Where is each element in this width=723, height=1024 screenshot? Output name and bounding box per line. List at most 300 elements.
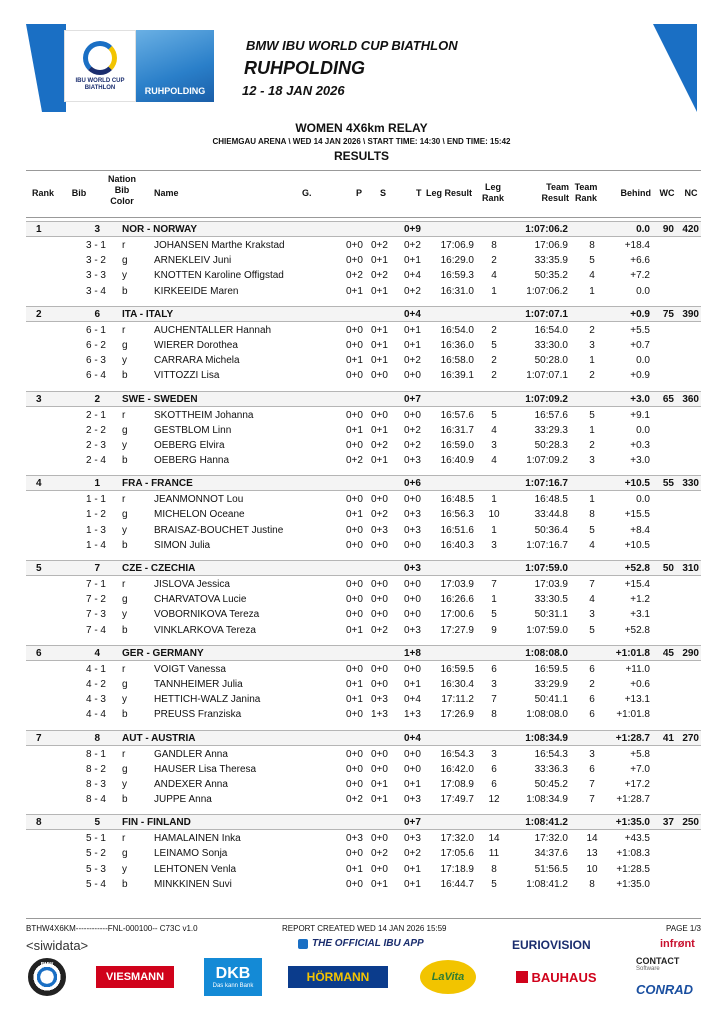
athlete-row: [26, 662, 701, 677]
athlete-leg-result: 16:40.9: [440, 455, 474, 467]
team-result: 1:07:07.1: [525, 308, 568, 320]
athlete-bib-color: r: [122, 324, 126, 336]
athlete-behind: +7.0: [630, 763, 650, 775]
athlete-name: SIMON Julia: [154, 539, 211, 551]
athlete-bib: 2 - 2: [85, 424, 106, 436]
athlete-row: [26, 747, 701, 762]
athlete-name: VOIGT Vanessa: [154, 663, 226, 675]
athlete-leg-result: 17:00.6: [440, 609, 474, 621]
team-nation: GER - GERMANY: [122, 647, 204, 659]
athlete-team-rank: 10: [586, 863, 598, 875]
athlete-prone: 0+2: [346, 794, 363, 806]
athlete-leg-rank: 1: [491, 594, 497, 606]
team-nation: FIN - FINLAND: [122, 817, 191, 829]
team-total-penalties: 0+4: [404, 732, 421, 744]
athlete-team-rank: 7: [589, 794, 595, 806]
athlete-team-rank: 6: [589, 694, 595, 706]
athlete-standing: 0+1: [371, 339, 388, 351]
team-rank: 8: [36, 817, 42, 829]
athlete-prone: 0+0: [346, 709, 363, 721]
athlete-name: VOBORNIKOVA Tereza: [154, 609, 260, 621]
athlete-team-result: 1:07:06.2: [526, 285, 568, 297]
athlete-leg-rank: 10: [488, 509, 500, 521]
athlete-total: 0+0: [404, 748, 421, 760]
event-details: CHIEMGAU ARENA \ WED 14 JAN 2026 \ START TIME: 14:30 \ END TIME: 15:42: [212, 137, 511, 146]
team-wc-points: 37: [662, 817, 674, 829]
bauhaus-logo: [506, 966, 606, 988]
athlete-bib-color: r: [122, 579, 126, 590]
col-t: T: [416, 188, 422, 198]
athlete-bib-color: g: [122, 678, 128, 690]
infront-logo: infrønt: [660, 938, 695, 950]
athlete-prone: 0+0: [346, 255, 363, 267]
athlete-bib: 3 - 3: [85, 270, 106, 282]
athlete-name: CHARVATOVA Lucie: [154, 594, 247, 606]
ibu-app-icon: [298, 939, 308, 949]
athlete-team-rank: 8: [589, 509, 595, 521]
athlete-behind: +5.8: [630, 748, 650, 760]
athlete-behind: +11.0: [625, 663, 650, 675]
athlete-team-rank: 3: [589, 339, 595, 351]
athlete-leg-result: 17:11.2: [441, 694, 474, 706]
team-wc-points: 41: [662, 732, 674, 744]
athlete-bib-color: r: [122, 494, 126, 506]
athlete-prone: 0+0: [346, 748, 363, 760]
athlete-row: [26, 284, 701, 299]
dkb-tagline: Das kann Bank: [212, 983, 254, 989]
athlete-name: JEANMONNOT Lou: [154, 494, 244, 506]
athlete-name: LEHTONEN Venla: [154, 863, 237, 875]
athlete-leg-result: 16:59.5: [440, 663, 474, 675]
athlete-bib-color: r: [122, 833, 126, 845]
team-wc-points: 75: [662, 308, 674, 320]
team-behind: 0.0: [636, 224, 650, 235]
athlete-leg-rank: 14: [488, 833, 500, 845]
team-row: [26, 645, 701, 661]
athlete-team-result: 33:29.9: [534, 678, 568, 690]
athlete-leg-rank: 3: [491, 439, 497, 451]
col-team-result: Team Result: [541, 182, 569, 203]
athlete-row: [26, 877, 701, 892]
athlete-team-rank: 5: [589, 255, 595, 267]
athlete-name: JUPPE Anna: [154, 794, 212, 806]
athlete-team-rank: 14: [586, 833, 598, 845]
athlete-bib: 2 - 1: [85, 409, 106, 421]
ibu-ring-icon: [83, 41, 117, 75]
athlete-behind: +15.4: [624, 579, 650, 590]
athlete-standing: 0+2: [371, 240, 388, 251]
athlete-leg-result: 16:56.3: [440, 509, 474, 521]
athlete-team-result: 1:07:59.0: [526, 624, 568, 636]
athlete-leg-result: 16:59.3: [440, 270, 474, 282]
athlete-bib: 1 - 3: [85, 524, 106, 536]
athlete-leg-rank: 4: [491, 424, 497, 436]
hormann-logo: HÖRMANN: [288, 966, 388, 988]
athlete-total: 0+1: [404, 678, 421, 690]
athlete-team-rank: 2: [589, 678, 595, 690]
athlete-team-result: 33:44.8: [534, 509, 568, 521]
athlete-row: [26, 423, 701, 438]
team-total-penalties: 0+3: [404, 563, 421, 574]
athlete-team-rank: 6: [589, 763, 595, 775]
athlete-row: [26, 507, 701, 522]
athlete-bib: 6 - 3: [85, 355, 106, 367]
athlete-team-result: 50:41.1: [534, 694, 568, 706]
event-dates: 12 - 18 JAN 2026: [242, 83, 345, 98]
athlete-behind: +3.0: [630, 455, 650, 467]
athlete-bib-color: b: [122, 539, 128, 551]
athlete-leg-rank: 2: [491, 355, 497, 367]
athlete-bib-color: y: [122, 439, 127, 451]
athlete-team-result: 1:08:41.2: [526, 878, 568, 890]
athlete-row: [26, 523, 701, 538]
ibu-logo-text: IBU WORLD CUP BIATHLON: [75, 77, 125, 91]
athlete-total: 0+3: [404, 509, 421, 521]
athlete-bib-color: b: [122, 370, 128, 382]
col-nc: NC: [684, 188, 698, 198]
athlete-bib-color: y: [122, 863, 127, 875]
athlete-team-result: 16:48.5: [534, 494, 568, 506]
athlete-team-result: 50:28.3: [534, 439, 568, 451]
athlete-leg-result: 16:40.3: [440, 539, 474, 551]
col-wc: WC: [659, 188, 675, 198]
athlete-bib: 5 - 1: [85, 833, 106, 845]
athlete-behind: +6.6: [630, 255, 650, 267]
athlete-team-result: 17:32.0: [534, 833, 568, 845]
athlete-behind: +0.7: [630, 339, 650, 351]
athlete-standing: 0+0: [371, 494, 388, 506]
athlete-name: SKOTTHEIM Johanna: [154, 409, 254, 421]
athlete-team-result: 33:30.0: [534, 339, 568, 351]
athlete-team-rank: 6: [589, 709, 595, 721]
athlete-team-rank: 8: [589, 878, 595, 890]
team-wc-points: 65: [662, 393, 674, 405]
col-team-rank: Team Rank: [574, 182, 598, 203]
athlete-row: [26, 777, 701, 792]
athlete-total: 0+1: [404, 863, 421, 875]
athlete-bib-color: b: [122, 285, 128, 297]
athlete-team-result: 33:35.9: [534, 255, 568, 267]
bauhaus-text: BAUHAUS: [531, 969, 597, 985]
athlete-total: 1+3: [404, 709, 421, 721]
athlete-row: [26, 453, 701, 468]
athlete-row: [26, 831, 701, 846]
athlete-name: ANDEXER Anna: [154, 778, 228, 790]
athlete-prone: 0+1: [346, 678, 363, 690]
team-total-penalties: 0+7: [404, 393, 421, 405]
athlete-name: WIERER Dorothea: [154, 339, 238, 351]
athlete-name: GANDLER Anna: [154, 748, 228, 760]
athlete-standing: 0+0: [371, 678, 388, 690]
athlete-bib-color: r: [122, 409, 126, 421]
athlete-name: VINKLARKOVA Tereza: [154, 624, 256, 636]
athlete-standing: 0+3: [371, 694, 388, 706]
athlete-behind: 0.0: [636, 285, 650, 297]
team-bib: 1: [94, 478, 100, 490]
athlete-total: 0+3: [404, 524, 421, 536]
team-rank: 3: [36, 393, 42, 405]
athlete-leg-rank: 7: [491, 694, 497, 706]
athlete-name: ARNEKLEIV Juni: [154, 255, 232, 267]
team-row: [26, 306, 701, 322]
athlete-team-rank: 2: [589, 324, 595, 336]
athlete-leg-result: 17:03.9: [440, 579, 474, 590]
athlete-bib: 6 - 4: [85, 370, 106, 382]
athlete-bib: 6 - 2: [85, 339, 106, 351]
athlete-team-result: 1:08:08.0: [526, 709, 568, 721]
col-g: G.: [302, 188, 312, 198]
athlete-bib-color: g: [122, 594, 128, 606]
athlete-leg-rank: 4: [491, 455, 497, 467]
athlete-team-result: 16:54.3: [534, 748, 568, 760]
athlete-bib-color: y: [122, 694, 127, 706]
athlete-team-result: 1:08:34.9: [526, 794, 568, 806]
athlete-team-rank: 3: [589, 748, 595, 760]
team-behind: +1:01.8: [615, 647, 650, 659]
athlete-team-rank: 1: [589, 494, 595, 506]
athlete-bib-color: r: [122, 663, 126, 675]
team-bib: 2: [94, 393, 100, 405]
athlete-team-rank: 4: [589, 539, 595, 551]
athlete-total: 0+0: [404, 409, 421, 421]
col-bib: Bib: [71, 188, 87, 198]
team-bib: 7: [94, 563, 100, 574]
athlete-name: CARRARA Michela: [154, 355, 240, 367]
athlete-leg-rank: 11: [488, 848, 500, 860]
athlete-total: 0+4: [404, 270, 421, 282]
athlete-leg-result: 17:49.7: [440, 794, 474, 806]
athlete-bib-color: r: [122, 240, 126, 251]
ibu-app-text: THE OFFICIAL IBU APP: [312, 938, 424, 949]
athlete-bib-color: y: [122, 778, 127, 790]
athlete-row: [26, 607, 701, 622]
athlete-row: [26, 253, 701, 268]
athlete-leg-result: 17:27.9: [440, 624, 474, 636]
col-leg-result: Leg Result: [425, 188, 472, 198]
athlete-prone: 0+0: [346, 494, 363, 506]
athlete-prone: 0+0: [346, 409, 363, 421]
athlete-team-result: 50:35.2: [534, 270, 568, 282]
team-row: [26, 560, 701, 576]
athlete-bib-color: y: [122, 355, 127, 367]
athlete-behind: +1:01.8: [616, 709, 650, 721]
athlete-row: [26, 268, 701, 283]
athlete-prone: 0+1: [346, 424, 363, 436]
athlete-standing: 0+1: [371, 355, 388, 367]
athlete-leg-result: 16:54.0: [440, 324, 474, 336]
athlete-leg-result: 17:26.9: [440, 709, 474, 721]
bauhaus-icon: [516, 971, 528, 983]
athlete-prone: 0+0: [346, 609, 363, 621]
athlete-team-result: 50:45.2: [534, 778, 568, 790]
athlete-standing: 0+1: [371, 424, 388, 436]
athlete-leg-rank: 6: [491, 763, 497, 775]
header-band-right: [653, 24, 697, 112]
venue-title: RUHPOLDING: [244, 58, 365, 78]
team-behind: +10.5: [624, 478, 650, 490]
athlete-team-result: 1:07:16.7: [526, 539, 568, 551]
athlete-standing: 0+2: [371, 848, 388, 860]
athlete-behind: +0.3: [630, 439, 650, 451]
athlete-name: PREUSS Franziska: [154, 709, 242, 721]
athlete-prone: 0+0: [346, 524, 363, 536]
athlete-prone: 0+0: [346, 339, 363, 351]
athlete-name: HAMALAINEN Inka: [154, 833, 241, 845]
athlete-behind: +7.2: [630, 270, 650, 282]
athlete-standing: 0+0: [371, 663, 388, 675]
athlete-bib: 2 - 4: [85, 455, 106, 467]
col-leg-rank: Leg Rank: [481, 182, 504, 203]
team-rank: 2: [36, 308, 42, 320]
athlete-team-result: 50:28.0: [534, 355, 568, 367]
team-nation: ITA - ITALY: [122, 308, 174, 320]
athlete-bib: 3 - 2: [85, 255, 106, 267]
athlete-bib-color: b: [122, 455, 128, 467]
athlete-bib-color: r: [122, 748, 126, 760]
athlete-team-rank: 7: [589, 778, 595, 790]
athlete-total: 0+1: [404, 339, 421, 351]
team-nc-points: 420: [682, 224, 699, 235]
athlete-row: [26, 623, 701, 638]
athlete-prone: 0+1: [346, 509, 363, 521]
ruhpolding-logo: [136, 30, 214, 102]
athlete-total: 0+2: [404, 285, 421, 297]
athlete-leg-rank: 2: [491, 370, 497, 382]
ibu-app-logo: [298, 938, 424, 949]
athlete-bib: 3 - 4: [85, 285, 106, 297]
athlete-team-result: 50:31.1: [534, 609, 568, 621]
athlete-bib: 4 - 1: [85, 663, 106, 675]
team-nation: NOR - NORWAY: [122, 224, 198, 235]
athlete-behind: +1:28.7: [616, 794, 650, 806]
athlete-team-rank: 5: [589, 624, 595, 636]
athlete-behind: +3.1: [630, 609, 650, 621]
athlete-standing: 0+0: [371, 409, 388, 421]
athlete-team-result: 1:07:07.1: [526, 370, 568, 382]
team-row: [26, 814, 701, 830]
athlete-total: 0+0: [404, 594, 421, 606]
team-row: [26, 391, 701, 407]
col-nation-bib-color: Nation Bib Color: [108, 174, 136, 206]
athlete-behind: +1:28.5: [616, 863, 650, 875]
athlete-standing: 0+0: [371, 594, 388, 606]
team-behind: +3.0: [630, 393, 650, 405]
athlete-row: [26, 438, 701, 453]
athlete-behind: 0.0: [636, 494, 650, 506]
team-nation: AUT - AUSTRIA: [122, 732, 196, 744]
athlete-leg-result: 17:18.9: [440, 863, 474, 875]
athlete-prone: 0+0: [346, 878, 363, 890]
athlete-total: 0+1: [404, 778, 421, 790]
athlete-behind: +0.9: [630, 370, 650, 382]
team-wc-points: 90: [662, 224, 674, 235]
athlete-bib: 8 - 4: [85, 794, 106, 806]
event-name: WOMEN 4X6km RELAY: [295, 121, 428, 135]
athlete-standing: 0+1: [371, 255, 388, 267]
athlete-bib: 8 - 3: [85, 778, 106, 790]
athlete-prone: 0+0: [346, 763, 363, 775]
col-s: S: [380, 188, 387, 198]
athlete-team-rank: 1: [589, 355, 595, 367]
athlete-total: 0+0: [404, 609, 421, 621]
athlete-leg-rank: 8: [491, 709, 497, 721]
athlete-team-rank: 4: [589, 270, 595, 282]
athlete-total: 0+3: [404, 624, 421, 636]
team-list: [26, 221, 701, 892]
athlete-team-rank: 1: [589, 285, 595, 297]
athlete-row: [26, 538, 701, 553]
athlete-row: [26, 353, 701, 368]
athlete-bib: 1 - 2: [85, 509, 106, 521]
athlete-leg-result: 16:54.3: [440, 748, 474, 760]
athlete-prone: 0+0: [346, 324, 363, 336]
team-behind: +0.9: [630, 308, 650, 320]
team-rank: 6: [36, 647, 42, 659]
col-name: Name: [154, 188, 179, 198]
team-rank: 1: [36, 224, 42, 235]
athlete-team-result: 50:36.4: [534, 524, 568, 536]
athlete-standing: 0+0: [371, 863, 388, 875]
athlete-standing: 0+3: [371, 524, 388, 536]
athlete-standing: 0+2: [371, 624, 388, 636]
athlete-total: 0+2: [404, 355, 421, 367]
athlete-bib-color: b: [122, 878, 128, 890]
athlete-standing: 0+0: [371, 539, 388, 551]
team-result: 1:08:34.9: [525, 732, 568, 744]
team-bib: 5: [94, 817, 100, 829]
athlete-total: 0+0: [404, 579, 421, 590]
athlete-leg-result: 16:48.5: [440, 494, 474, 506]
athlete-team-result: 33:30.5: [534, 594, 568, 606]
athlete-behind: 0.0: [636, 355, 650, 367]
athlete-row: [26, 238, 701, 253]
athlete-bib: 5 - 3: [85, 863, 106, 875]
athlete-bib-color: y: [122, 524, 127, 536]
section-title: RESULTS: [333, 149, 390, 163]
col-p: P: [356, 188, 363, 198]
athlete-name: OEBERG Hanna: [154, 455, 230, 467]
athlete-standing: 0+1: [371, 794, 388, 806]
team-nation: CZE - CZECHIA: [122, 563, 196, 574]
team-row: [26, 730, 701, 746]
event-logo: [64, 30, 224, 102]
athlete-leg-rank: 2: [491, 255, 497, 267]
athlete-behind: +5.5: [630, 324, 650, 336]
team-wc-points: 45: [662, 647, 674, 659]
athlete-behind: +10.5: [624, 539, 650, 551]
athlete-prone: 0+3: [346, 833, 363, 845]
athlete-behind: +1.2: [630, 594, 650, 606]
athlete-row: [26, 338, 701, 353]
dkb-logo: [204, 958, 262, 996]
athlete-standing: 0+1: [371, 285, 388, 297]
team-total-penalties: 0+7: [404, 817, 421, 829]
athlete-total: 0+0: [404, 370, 421, 382]
athlete-total: 0+2: [404, 848, 421, 860]
athlete-standing: 0+0: [371, 579, 388, 590]
col-rank: Rank: [31, 188, 54, 198]
athlete-behind: +13.1: [624, 694, 650, 706]
athlete-standing: 0+1: [371, 324, 388, 336]
athlete-bib-color: g: [122, 339, 128, 351]
athlete-bib: 7 - 1: [85, 579, 106, 590]
athlete-leg-rank: 1: [491, 524, 497, 536]
athlete-row: [26, 577, 701, 592]
team-nation: SWE - SWEDEN: [122, 393, 198, 405]
athlete-bib: 6 - 1: [85, 324, 106, 336]
athlete-name: JISLOVA Jessica: [154, 579, 230, 590]
athlete-standing: 0+0: [371, 609, 388, 621]
